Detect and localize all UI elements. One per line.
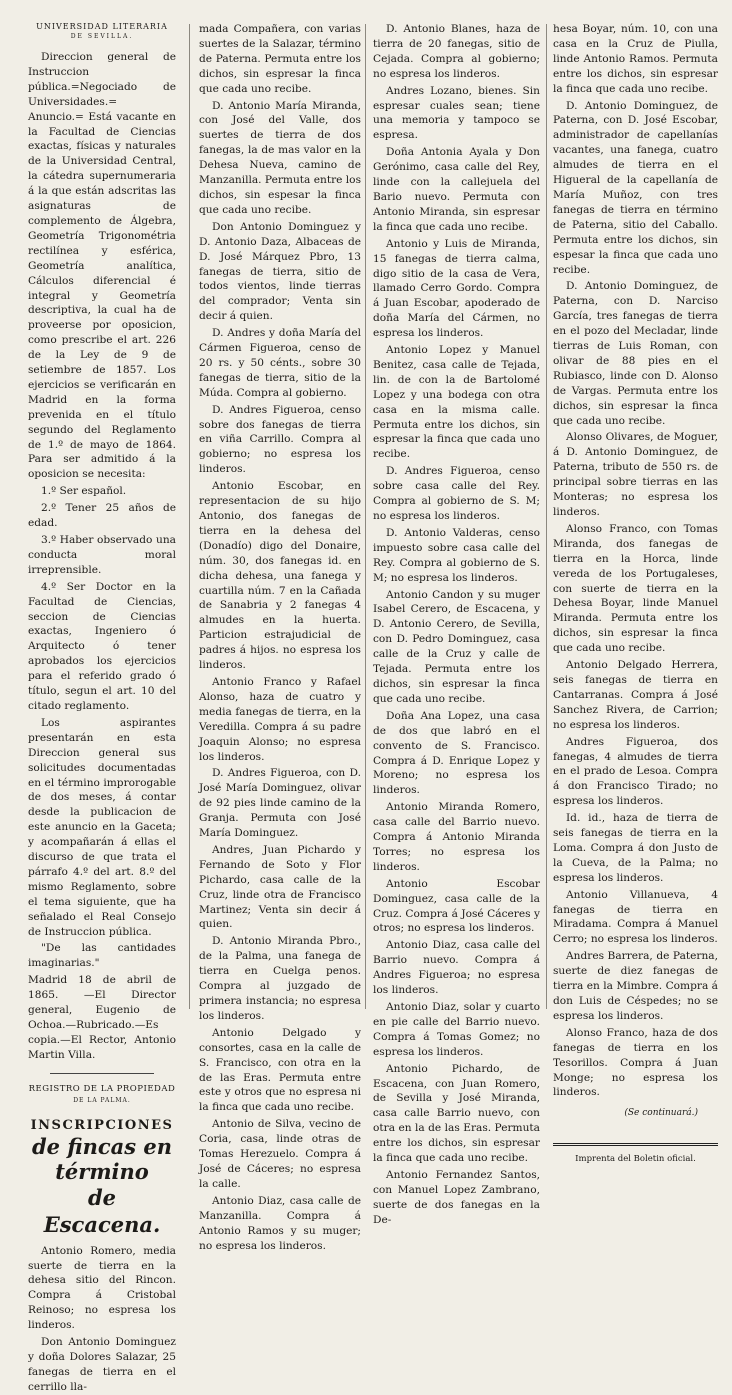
registry-entry: Andres Barrera, de Paterna, suerte de diez fanegas de tierra en la Mimbre. Compra á don Luis de Céspedes; no se espresa los linderos. (553, 950, 718, 1022)
registry-entry: D. Andres y doña María del Cármen Figueroa, censo de 20 rs. y 50 cénts., sobre 30 fanegas de tierra, sitio de la Múda. Compra al gobierno. (199, 327, 361, 399)
registry-entry: D. Antonio María Miranda, con José del Valle, dos suertes de tierra de dos fanegas, la de mas valor en la Dehesa Nueva, camino de Manzanilla. Permuta entre los dichos, sin espesar la finca que cada uno recibe. (199, 99, 361, 216)
column-rule (189, 24, 190, 1009)
registry-entry: Antonio Romero, media suerte de tierra en la dehesa sitio del Rincon. Compra á Cristobal Reinoso; no espresa los linderos. (28, 1244, 176, 1332)
registry-entry: Antonio Delgado Herrera, seis fanegas de tierra en Cantarranas. Compra á José Sanchez Rivera, de Carrion; no espresa los linderos. (553, 659, 718, 731)
registry-entry: Alonso Olivares, de Moguer, á D. Antonio Dominguez, de Paterna, tributo de 550 rs. de principal sobre tierras en las Monteras; no espresa los linderos. (553, 431, 718, 518)
announcement-paragraph: Los aspirantes presentarán en esta Direccion general sus solicitudes documentadas en el término improrogable de dos meses, á contar desde la publicacion de este anuncio en la Gaceta; y acompañarán á ellas el discurso de que trata el párrafo 4.º del art. 8.º del mismo Reglamento, sobre el tema siguiente, que ha señalado el Real Consejo de Instruccion pública. (28, 716, 176, 938)
registry-entry: Andres Figueroa, dos fanegas, 4 almudes de tierra en el prado de Lesoa. Compra á don Francisco Tirado; no espresa los linderos. (553, 735, 718, 808)
registry-entry: Don Antonio Dominguez y doña Dolores Salazar, 25 fanegas de tierra en el cerrillo lla- (28, 1336, 176, 1393)
registry-entry: Antonio de Silva, vecino de Coria, casa, linde otras de Tomas Herezuelo. Compra á José de Cáceres; no espresa la calle. (199, 1118, 361, 1190)
registry-entry: Antonio Candon y su muger Isabel Cerero, de Escacena, y D. Antonio Cerero, de Sevilla, con D. Pedro Dominguez, casa calle de la Cruz y calle de Tejada. Permuta entre los dichos, sin espresar la finca que cada uno recibe. (373, 588, 540, 705)
registry-entry: D. Andres Figueroa, censo sobre casa calle del Rey. Compra al gobierno de S. M; no espresa los linderos. (373, 465, 540, 522)
registry-entry: Antonio Fernandez Santos, con Manuel Lopez Zambrano, suerte de dos fanegas en la De- (373, 1168, 540, 1226)
announcement-paragraph: Direccion general de Instruccion pública.=Negociado de Universidades.= Anuncio.= Está vacante en la Facultad de Ciencias exactas, físicas y naturales de la Universidad Central, la cátedra supernumeraria á la que están adscritas las asignaturas de complemento de Álgebra, Geometría Trigonométria rectilínea y esférica, Geometría analítica, Cálculos diferencial é integral y Geometría descriptiva, la cual ha de proveerse por oposicion, como prescribe el art. 226 de la Ley de 9 de setiembre de 1857. Los ejercicios se verificarán en Madrid en la forma prevenida en el título segundo del Reglamento de 1.º de mayo de 1864. Para ser admitido á la oposicion se necesita: (28, 51, 176, 481)
registry-entry: Antonio Diaz, solar y cuarto en pie calle del Barrio nuevo. Compra á Tomas Gomez; no espresa los linderos. (373, 1001, 540, 1058)
registry-entry: D. Antonio Blanes, haza de tierra de 20 fanegas, sitio de Cejada. Compra al gobierno; no espresa los linderos. (373, 23, 540, 80)
column-rule (365, 24, 366, 1009)
registry-entry: D. Andres Figueroa, censo sobre dos fanegas de tierra en viña Carrillo. Compra al gobierno; no espresa los linderos. (199, 403, 361, 476)
registry-entry: Id. id., haza de tierra de seis fanegas de tierra en la Loma. Compra á don Justo de la Cueva, de la Palma; no espresa los linderos. (553, 812, 718, 884)
requirement-item: 3.º Haber observado una conducta moral irreprensible. (28, 534, 176, 576)
registry-entry: Antonio y Luis de Miranda, 15 fanegas de tierra calma, digo sitio de la casa de Vera, llamado Cerro Gordo. Compra á Juan Escobar, apoderado de doña María del Cármen, no espresa los linderos. (373, 237, 540, 340)
registry-entry: Antonio Delgado y consortes, casa en la calle de S. Francisco, con otra en la de las Eras. Permuta entre este y otros que no espresa ni la finca que cada uno recibe. (199, 1026, 361, 1114)
registry-entry: Antonio Escobar Dominguez, casa calle de la Cruz. Compra á José Cáceres y otros; no espresa los linderos. (373, 877, 540, 935)
signature-paragraph: Madrid 18 de abril de 1865. —El Director general, Eugenio de Ochoa.—Rubricado.—Es copia.—El Rector, Antonio Martin Villa. (28, 974, 176, 1061)
registry-entry: Antonio Villanueva, 4 fanegas de tierra en Miradama. Compra á Manuel Cerro; no espresa los linderos. (553, 888, 718, 946)
requirement-item: 4.º Ser Doctor en la Facultad de Ciencias, seccion de Ciencias exactas, Ingeniero ó Arquitecto ó tener aprobados los ejercicios para el referido grado ó título, segun el art. 10 del citado reglamento. (28, 580, 176, 712)
continued-note: (Se continuará.) (624, 1108, 698, 1119)
registry-entry: D. Antonio Dominguez, de Paterna, con D. Narciso García, tres fanegas de tierra en el pozo del Mecladar, linde tierras de Luis Roman, con olivar de 88 pies en el Rubiasco, linde con D. Alonso de Vargas. Permuta entre los dichos, sin espresar la finca que cada uno recibe. (553, 280, 718, 427)
section-divider (50, 1073, 154, 1074)
registry-entry: Antonio Franco y Rafael Alonso, haza de cuatro y media fanegas de tierra, en la Veredilla. Compra á su padre Joaquin Alonso; no espresa los linderos. (199, 675, 361, 763)
announcement-paragraph: "De las cantidades imaginarias." (28, 942, 176, 970)
masthead (28, 22, 176, 42)
masthead-title: UNIVERSIDAD LITERARIA (36, 22, 168, 31)
column-1 (28, 22, 176, 1393)
registry-entry: Andres Lozano, bienes. Sin espresar cuales sean; tiene una memoria y tampoco se espresa. (373, 84, 540, 142)
registry-entry: Antonio Diaz, casa calle de Manzanilla. Compra á Antonio Ramos y su muger; no espresa los linderos. (199, 1194, 361, 1252)
heading-inscripciones: INSCRIPCIONES (30, 1117, 174, 1133)
imprint-line: Imprenta del Boletin oficial. (575, 1154, 696, 1165)
section-title: REGISTRO DE LA PROPIEDAD (28, 1083, 176, 1094)
heading-escacena: de Escacena. (43, 1184, 161, 1237)
registry-entry: D. Antonio Valderas, censo impuesto sobre casa calle del Rey. Compra al gobierno de S. M; no espresa los linderos. (373, 526, 540, 584)
registry-entry: Alonso Franco, con Tomas Miranda, dos fanegas de tierra en la Horca, linde vereda de los Portugaleses, con suerte de tierra en la Dehesa Boyar, linde Manuel Miranda. Permuta entre los dichos, sin espresar la finca que cada uno recibe. (553, 522, 718, 655)
requirement-item: 2.º Tener 25 años de edad. (28, 502, 176, 530)
masthead-subtitle: DE SEVILLA. (70, 33, 134, 40)
column-3 (373, 22, 540, 1226)
registry-entry: Doña Antonia Ayala y Don Gerónimo, casa calle del Rey, linde con la callejuela del Bario nuevo. Permuta con Antonio Miranda, sin espresar la finca que cada uno recibe. (373, 146, 540, 233)
heading-fincas: de fincas en término (31, 1133, 173, 1184)
registry-entry: Andres, Juan Pichardo y Fernando de Soto y Flor Pichardo, casa calle de la Cruz, linde otra de Francisco Martinez; Venta sin decir á quien. (199, 843, 361, 931)
column-2 (199, 22, 361, 1252)
registry-entry: Antonio Pichardo, de Escacena, con Juan Romero, de Sevilla y José Miranda, casa calle Barrio nuevo, con otra en la de las Eras. Permuta entre los dichos, sin espresar la finca que cada uno recibe. (373, 1062, 540, 1165)
registry-entry: Antonio Miranda Romero, casa calle del Barrio nuevo. Compra á Antonio Miranda Torres; no espresa los linderos. (373, 801, 540, 873)
registry-entry: Doña Ana Lopez, una casa de dos que labró en el convento de S. Francisco. Compra á D. Enrique Lopez y Moreno; no espresa los linderos. (373, 709, 540, 797)
section-subtitle: DE LA PALMA. (73, 1096, 131, 1104)
column-4 (553, 22, 718, 1165)
registry-entry: mada Compañera, con varias suertes de la Salazar, término de Paterna. Permuta entre los dichos, sin espresar la finca que cada uno recibe. (199, 23, 361, 95)
registry-entry: D. Antonio Miranda Pbro., de la Palma, una fanega de tierra en Cuelga penos. Compra al juzgado de primera instancia; no espresa los linderos. (199, 935, 361, 1022)
footer-rule (553, 1143, 718, 1146)
registry-entry: D. Andres Figueroa, con D. José María Dominguez, olivar de 92 pies linde camino de la Granja. Permuta con José María Dominguez. (199, 767, 361, 840)
column-rule (546, 24, 547, 1009)
requirement-item: 1.º Ser español. (41, 485, 127, 498)
registry-entry: Antonio Diaz, casa calle del Barrio nuevo. Compra á Andres Figueroa; no espresa los linderos. (373, 939, 540, 997)
registry-entry: Alonso Franco, haza de dos fanegas de tierra en los Tesorillos. Compra á Juan Monge; no espresa los linderos. (553, 1026, 718, 1099)
registry-entry: Don Antonio Dominguez y D. Antonio Daza, Albaceas de D. José Márquez Pbro, 13 fanegas de tierra, sitio de todos vientos, linde tierras del comprador; Venta sin decir á quien. (199, 220, 361, 323)
registry-entry: Antonio Escobar, en representacion de su hijo Antonio, dos fanegas de tierra en la dehesa del (Donadío) digo del Donaire, núm. 30, dos fanegas id. en dicha dehesa, una fanega y cuartilla núm. 7 en la Cañada de Sanabria y 2 fanegas 4 almudes en la huerta. Particion estrajudicial de padres á hijos. no espresa los linderos. (199, 480, 361, 672)
registry-entry: D. Antonio Dominguez, de Paterna, con D. José Escobar, administrador de capellanías vacantes, una fanega, cuatro almudes de tierra en el Higueral de la capellanía de María Muñoz, con tres fanegas de tierra en término de Paterna, sitio del Caballo. Permuta entre los dichos, sin espesar la finca que cada uno recibe. (553, 99, 718, 276)
registry-entry: hesa Boyar, núm. 10, con una casa en la Cruz de Piulla, linde Antonio Ramos. Permuta entre los dichos, sin espresar la finca que cada uno recibe. (553, 23, 718, 95)
registry-entry: Antonio Lopez y Manuel Benitez, casa calle de Tejada, lin. de con la de Bartolomé Lopez y una bodega con otra casa en la misma calle. Permuta entre los dichos, sin espresar la finca que cada uno recibe. (373, 344, 540, 461)
